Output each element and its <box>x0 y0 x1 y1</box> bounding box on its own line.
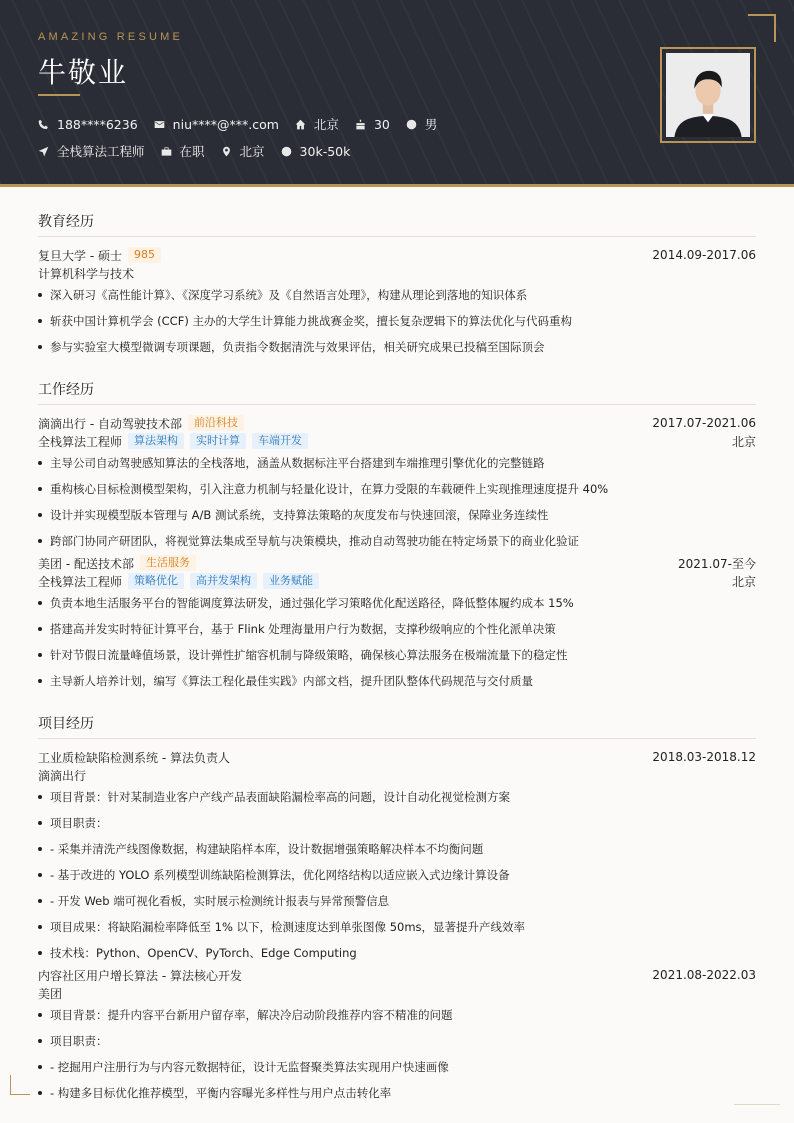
job-location: 北京 <box>731 574 756 589</box>
project-name: 工业质检缺陷检测系统 - 算法负责人 <box>38 750 230 765</box>
email-text: niu****@***.com <box>172 116 279 132</box>
list-item: - 挖掘用户注册行为与内容元数据特征，设计无监督聚类算法实现用户快速画像 <box>38 1054 756 1080</box>
list-item: 负责本地生活服务平台的智能调度算法研发，通过强化学习策略优化配送路径，降低整体履约成本 15% <box>38 590 756 616</box>
name-underline <box>38 94 80 96</box>
education-section <box>38 211 756 360</box>
list-item: 斩获中国计算机学会 (CCF) 主办的大学生计算能力挑战赛金奖，擅长复杂逻辑下的算法优化与代码重构 <box>38 308 756 334</box>
job-entry-head <box>38 414 756 432</box>
job-intent-row <box>38 142 366 160</box>
project-org-row <box>38 984 756 1002</box>
list-item: 项目职责： <box>38 1028 756 1054</box>
project-entry-head <box>38 966 756 984</box>
list-item: 深入研习《高性能计算》、《深度学习系统》及《自然语言处理》，构建从理论到落地的知识体系 <box>38 282 756 308</box>
list-item: 设计并实现模型版本管理与 A/B 测试系统，支持算法策略的灰度发布与快速回滚，保障业务连续性 <box>38 502 756 528</box>
list-item: 搭建高并发实时特征计算平台，基于 Flink 处理海量用户行为数据，支撑秒级响应的个性化派单决策 <box>38 616 756 642</box>
job-entry-head <box>38 554 756 572</box>
salary-text: 30k-50k <box>299 143 351 159</box>
project-org: 美团 <box>38 986 63 1001</box>
education-entry-head <box>38 246 756 264</box>
company-tag: 前沿科技 <box>188 415 244 431</box>
gender-item <box>406 115 438 133</box>
major-name: 计算机科学与技术 <box>38 266 135 281</box>
project-entry-head <box>38 748 756 766</box>
phone-text: 188****6236 <box>57 116 138 132</box>
age-item <box>355 117 390 132</box>
list-item: - 采集并清洗产线图像数据，构建缺陷样本库，设计数据增强策略解决样本不均衡问题 <box>38 836 756 862</box>
job-entry <box>38 554 756 694</box>
send-icon <box>38 146 49 157</box>
corner-ornament <box>748 14 776 42</box>
role-tag: 实时计算 <box>190 433 246 449</box>
footer-divider <box>734 1104 780 1105</box>
cake-icon <box>355 119 366 130</box>
list-item: - 开发 Web 端可视化看板，实时展示检测统计报表与异常预警信息 <box>38 888 756 914</box>
avatar <box>666 53 750 137</box>
project-date: 2021.08-2022.03 <box>652 968 756 982</box>
candidate-name: 牛敬业 <box>38 56 129 89</box>
phone-item <box>38 117 138 132</box>
gender-text: 男 <box>424 117 438 132</box>
corner-ornament <box>10 1075 30 1095</box>
list-item: 技术栈：Python、OpenCV、PyTorch、Edge Computing <box>38 940 756 966</box>
list-item: 主导新人培养计划，编写《算法工程化最佳实践》内部文档，提升团队整体代码规范与交付质量 <box>38 668 756 694</box>
major-row <box>38 264 756 282</box>
list-item: 重构核心目标检测模型架构，引入注意力机制与轻量化设计，在算力受限的车载硬件上实现推理速度提升 40% <box>38 476 756 502</box>
job-date: 2017.07-2021.06 <box>652 416 756 430</box>
school-name: 复旦大学 - 硕士 <box>38 248 122 263</box>
company-name: 滴滴出行 - 自动驾驶技术部 <box>38 416 182 431</box>
hometown-item <box>295 115 339 133</box>
list-item: 跨部门协同产研团队，将视觉算法集成至导航与决策模块，推动自动驾驶功能在特定场景下的商业化验证 <box>38 528 756 554</box>
role-tag: 策略优化 <box>128 573 184 589</box>
age-text: 30 <box>373 116 390 132</box>
briefcase-icon <box>161 146 172 157</box>
education-date: 2014.09-2017.06 <box>652 248 756 262</box>
job-location: 北京 <box>731 434 756 449</box>
role-name: 全栈算法工程师 <box>38 574 123 589</box>
role-tag: 算法架构 <box>128 433 184 449</box>
company-tag: 生活服务 <box>140 555 196 571</box>
project-entry <box>38 748 756 966</box>
list-item: - 构建多目标优化推荐模型，平衡内容曝光多样性与用户点击转化率 <box>38 1080 756 1106</box>
list-item: 针对节假日流量峰值场景，设计弹性扩缩容机制与降级策略，确保核心算法服务在极端流量下的稳定性 <box>38 642 756 668</box>
location-pin-icon <box>221 146 232 157</box>
status-item <box>161 142 205 160</box>
mail-icon <box>154 119 165 130</box>
list-item: 项目背景：提升内容平台新用户留存率，解决冷启动阶段推荐内容不精准的问题 <box>38 1002 756 1028</box>
list-item: 参与实验室大模型微调专项课题，负责指令数据清洗与效果评估，相关研究成果已投稿至国际顶会 <box>38 334 756 360</box>
city-item <box>221 142 265 160</box>
status-text: 在职 <box>179 144 205 159</box>
school-tag: 985 <box>128 247 161 263</box>
phone-icon <box>38 119 49 130</box>
role-tag: 高并发架构 <box>190 573 257 589</box>
list-item: 项目成果：将缺陷漏检率降低至 1% 以下，检测速度达到单张图像 50ms，显著提升产线效率 <box>38 914 756 940</box>
work-section <box>38 379 756 694</box>
email-item <box>154 117 279 132</box>
job-title-item <box>38 142 145 160</box>
hometown-text: 北京 <box>313 117 339 132</box>
salary-item <box>281 144 351 159</box>
project-org: 滴滴出行 <box>38 768 87 783</box>
project-name: 内容社区用户增长算法 - 算法核心开发 <box>38 968 242 983</box>
section-title: 工作经历 <box>38 379 756 405</box>
project-date: 2018.03-2018.12 <box>652 750 756 764</box>
job-date: 2021.07-至今 <box>678 556 756 571</box>
job-entry <box>38 414 756 554</box>
profile-photo <box>660 47 756 143</box>
projects-section <box>38 713 756 1106</box>
section-title: 教育经历 <box>38 211 756 237</box>
job-title-text: 全栈算法工程师 <box>57 144 145 159</box>
city-text: 北京 <box>239 144 265 159</box>
role-row <box>38 432 756 450</box>
brand-label: AMAZING RESUME <box>38 31 184 43</box>
role-name: 全栈算法工程师 <box>38 434 123 449</box>
list-item: 项目职责： <box>38 810 756 836</box>
role-row <box>38 572 756 590</box>
project-entry <box>38 966 756 1106</box>
resume-body <box>38 211 756 1123</box>
list-item: 主导公司自动驾驶感知算法的全栈落地，涵盖从数据标注平台搭建到车端推理引擎优化的完整链路 <box>38 450 756 476</box>
list-item: - 基于改进的 YOLO 系列模型训练缺陷检测算法，优化网络结构以适应嵌入式边缘计算设备 <box>38 862 756 888</box>
role-tag: 车端开发 <box>252 433 308 449</box>
list-item: 项目背景：针对某制造业客户产线产品表面缺陷漏检率高的问题，设计自动化视觉检测方案 <box>38 784 756 810</box>
company-name: 美团 - 配送技术部 <box>38 556 134 571</box>
home-icon <box>295 119 306 130</box>
smile-icon <box>406 119 417 130</box>
resume-header <box>0 0 794 187</box>
project-org-row <box>38 766 756 784</box>
money-icon <box>281 146 292 157</box>
contact-row <box>38 115 453 133</box>
section-title: 项目经历 <box>38 713 756 739</box>
role-tag: 业务赋能 <box>263 573 319 589</box>
